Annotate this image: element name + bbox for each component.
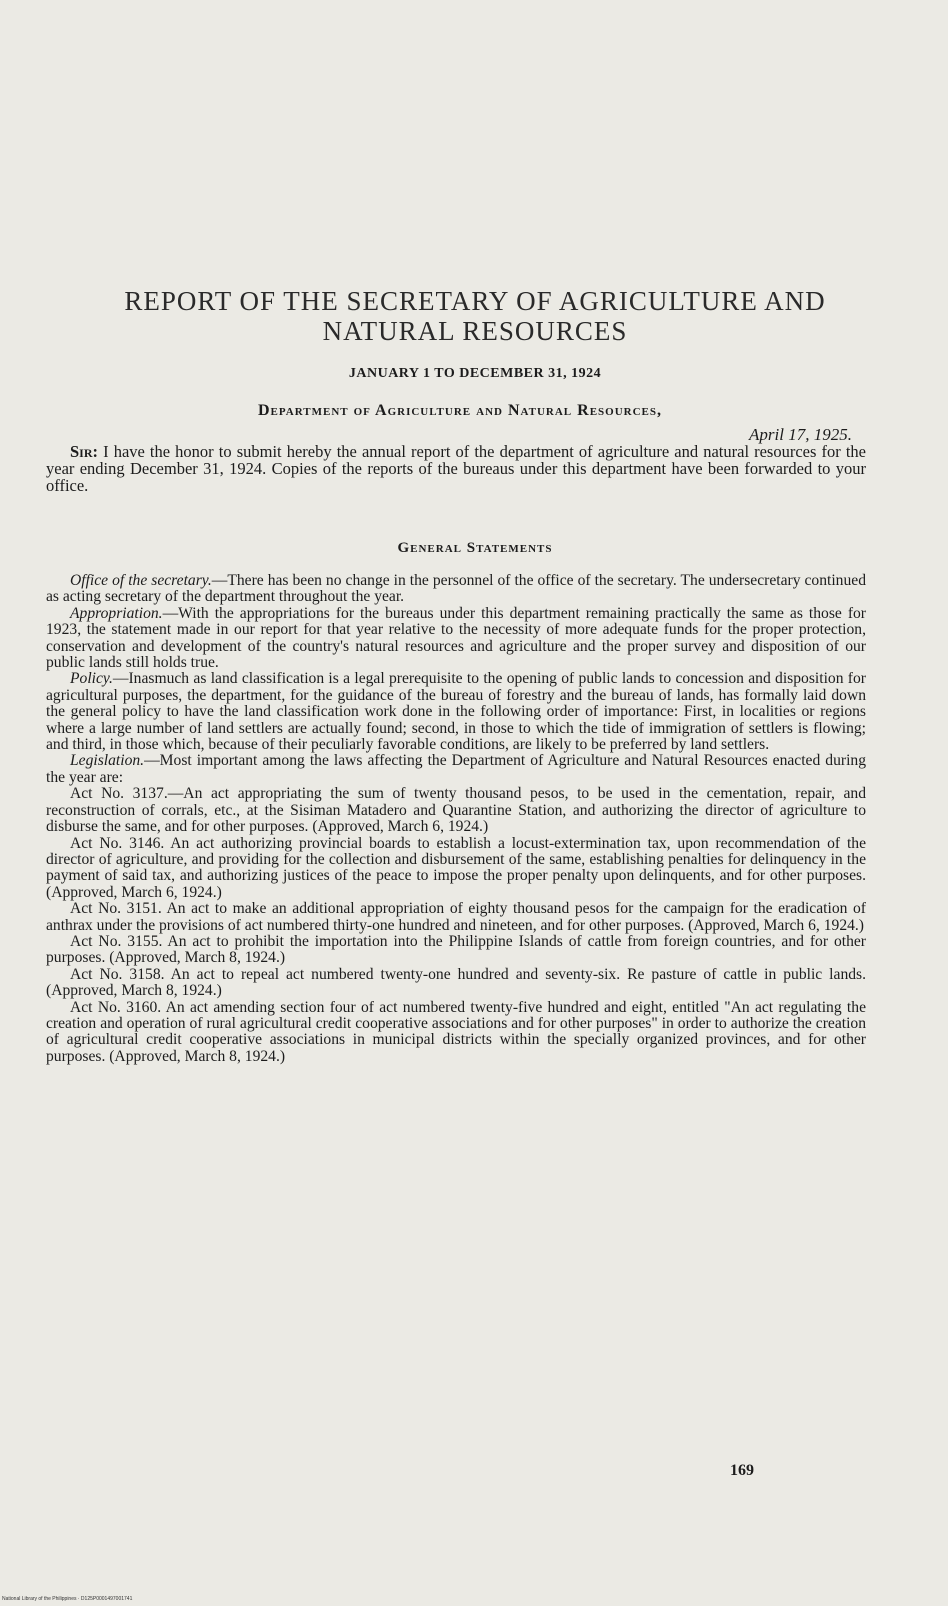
page-number: 169 [730,1462,754,1479]
paragraph [46,753,866,786]
section-heading: General Statements [397,540,553,556]
act-paragraph [46,901,866,934]
paragraph-text: —Inasmuch as land classification is a legal prerequisite to the opening of public lands to concession and disposition for agricultural purposes, the department, for the guidance of the bureau of forestry and the bureau of lands, has formally laid down the general policy to have the land classification work done in the following order of importance: First, in localities or regions where a large number of land settlers are actually found; second, in those to which the tide of immigration of settlers is flowing; and third, in those which, because of their peculiarly favorable conditions, are likely to be preferred by land settlers. [46,670,866,754]
paragraph-text: Act No. 3160. An act amending section four of act numbered twenty-five hundred and eight, entitled "An act regulating the creation and operation of rural agricultural credit cooperative associations and for other purposes" in order to authorize the creation of agricultural credit cooperative associations in municipal districts within the specially organized provinces, and for other purposes. (Approved, March 8, 1924.) [46,998,866,1065]
act-paragraph [46,1000,866,1066]
paragraph-lead: Legislation. [70,752,145,770]
act-paragraph [46,836,866,902]
paragraph-text: —There has been no change in the personnel of the office of the secretary. The undersecretary continued as acting secretary of the department throughout the year. [46,572,866,606]
report-title: REPORT OF THE SECRETARY OF AGRICULTURE AND NATURAL RESOURCES [124,286,826,346]
paragraph-text: Act No. 3146. An act authorizing provincial boards to establish a locust-extermination tax, upon recommendation of the director of agriculture, and providing for the collection and disbursement of the same, establishing penalties for delinquency in the payment of said tax, and authorizing justices of the peace to impose the proper penalty upon delinquents, and for other purposes. (Approved, March 6, 1924.) [46,834,866,901]
letter-paragraph [46,443,866,494]
paragraph [46,573,866,606]
act-paragraph [46,786,866,835]
paragraph-text: Act No. 3137.—An act appropriating the sum of twenty thousand pesos, to be used in the cementation, repair, and reconstruction of corrals, etc., at the Sisiman Matadero and Quarantine Station, and authorizing the director of agriculture to disburse the same, and for other purposes. (Approved, March 6, 1924.) [46,785,866,836]
act-paragraph [46,967,866,1000]
report-period: JANUARY 1 TO DECEMBER 31, 1924 [348,366,602,381]
archive-footer: National Library of the Philippines · D125P0001497001741 [2,1596,133,1602]
paragraph-text: —Most important among the laws affecting the Department of Agriculture and Natural Resources enacted during the year are: [46,752,866,786]
paragraph-lead: Appropriation. [70,604,163,622]
act-paragraph [46,934,866,967]
department-line: Department of Agriculture and Natural Resources, [257,402,662,419]
paragraph-text: Act No. 3155. An act to prohibit the importation into the Philippine Islands of cattle from foreign countries, and for other purposes. (Approved, March 8, 1924.) [46,932,866,967]
salutation: Sir: [70,442,99,461]
report-body [46,573,866,1065]
paragraph-lead: Office of the secretary. [70,572,212,589]
paragraph-text: Act No. 3158. An act to repeal act numbered twenty-one hundred and seventy-six. Re pasture of cattle in public lands. (Approved, March 8, 1924.) [46,965,866,1000]
paragraph [46,671,866,753]
paragraph-lead: Policy. [70,670,113,688]
paragraph-text: —With the appropriations for the bureaus under this department remaining practically the same as those for 1923, the statement made in our report for that year relative to the necessity of more adequate funds for the proper protection, conservation and development of the country's natural resources and agriculture and the proper survey and disposition of our public lands still holds true. [46,604,866,672]
letter-date: April 17, 1925. [749,425,852,444]
paragraph [46,606,866,672]
letter-text: I have the honor to submit hereby the annual report of the department of agriculture and natural resources for the year ending December 31, 1924. Copies of the reports of the bureaus under this department have been forwarded to your office. [46,442,867,495]
paragraph-text: Act No. 3151. An act to make an additional appropriation of eighty thousand pesos for the campaign for the eradication of anthrax under the provisions of act numbered thirty-one hundred and nineteen, and for other purposes. (Approved, March 6, 1924.) [46,900,866,934]
